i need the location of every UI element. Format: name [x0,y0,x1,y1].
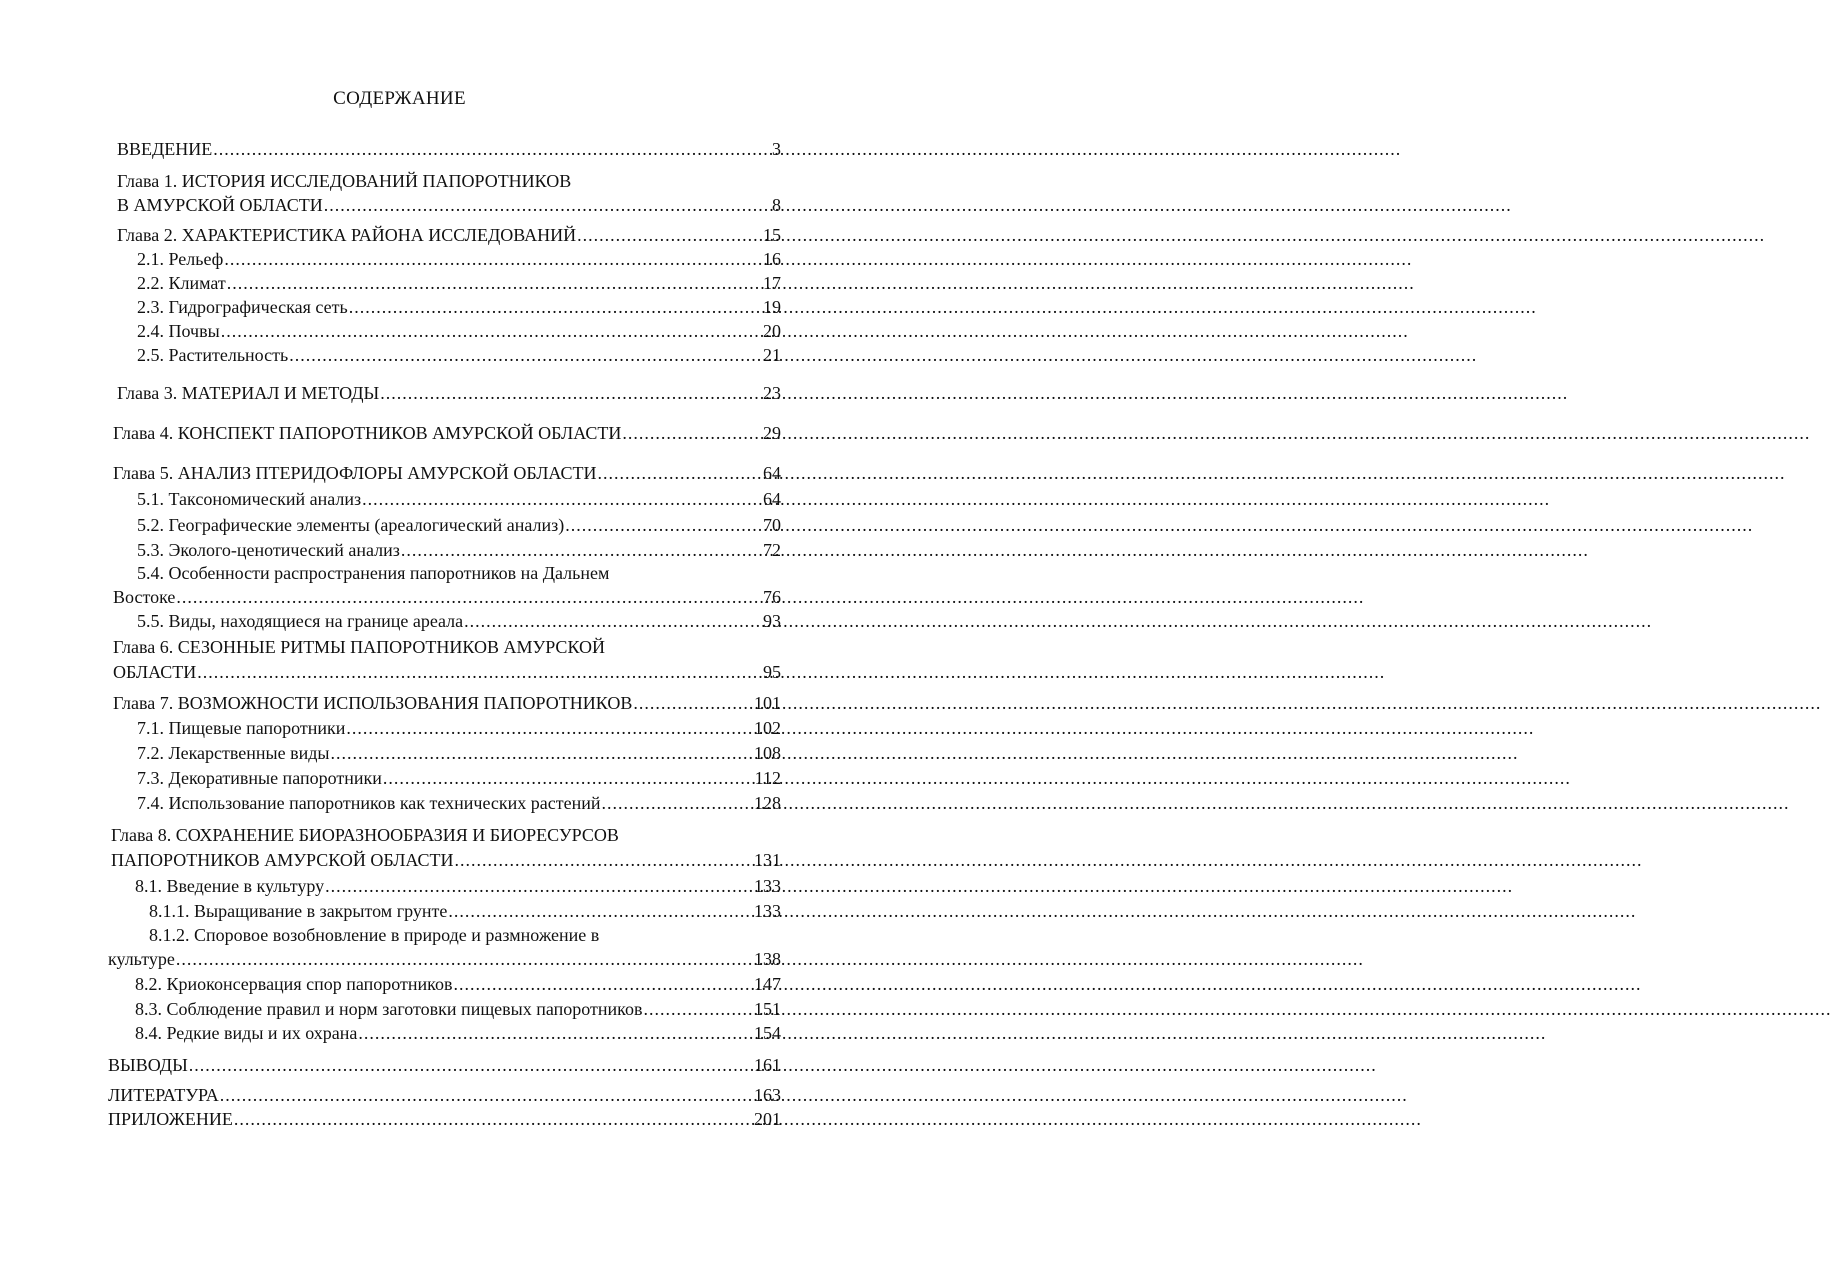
toc-entry-page: 70 [763,515,781,535]
toc-entry-chapter-7 [113,692,781,714]
toc-entry-section-2-3 [137,296,781,318]
dot-leader [189,1054,729,1076]
toc-entry-section-2-5 [137,344,781,366]
toc-entry-text: ВЫВОДЫ [108,1055,188,1075]
toc-entry-page: 20 [763,321,781,341]
toc-entry-page: 163 [754,1085,781,1105]
toc-entry-chapter-1 [117,194,781,216]
toc-entry-chapter-4 [113,422,781,444]
toc-entry-page: 15 [763,225,781,245]
toc-entry-text: 5.5. Виды, находящиеся на границе ареала [137,611,464,631]
toc-entry-text: Глава 7. ВОЗМОЖНОСТИ ИСПОЛЬЗОВАНИЯ ПАПОРОТНИКОВ [113,693,633,713]
dot-leader [234,1108,729,1130]
toc-entry-page: 3 [772,139,781,159]
toc-entry-page: 128 [754,793,781,813]
toc-entry-section-8-4 [135,1022,781,1044]
toc-entry-text: ПРИЛОЖЕНИЕ [108,1109,233,1129]
dot-leader [644,998,729,1020]
dot-leader [331,742,729,764]
toc-entry-text: 8.1.1. Выращивание в закрытом грунте [149,901,448,921]
toc-entry-page: 19 [763,297,781,317]
dot-leader [598,462,729,484]
toc-entry-text: ПАПОРОТНИКОВ АМУРСКОЙ ОБЛАСТИ [111,850,454,870]
dot-leader [213,138,729,160]
dot-leader [324,194,729,216]
dot-leader [401,539,729,561]
dot-leader [455,849,729,871]
toc-entry-chapter-5 [113,462,781,484]
toc-entry-page: 76 [763,587,781,607]
dot-leader [346,717,729,739]
toc-entry-page: 23 [763,383,781,403]
toc-entry-chapter-6 [113,661,781,683]
toc-entry-page: 108 [754,743,781,763]
toc-entry-section-8-1-1 [149,900,781,922]
toc-entry-text: культуре [108,949,175,969]
toc-entry-text: 5.3. Эколого-ценотический анализ [137,540,400,560]
dot-leader [358,1022,729,1044]
toc-entry-introduction [117,138,781,160]
toc-entry-text: 8.2. Криоконсервация спор папоротников [135,974,453,994]
toc-entry-page: 161 [754,1055,781,1075]
toc-entry-page: 64 [763,463,781,483]
toc-entry-line1: Глава 1. ИСТОРИЯ ИССЛЕДОВАНИЙ ПАПОРОТНИКОВ [117,171,572,191]
toc-entry-section-7-4 [137,792,781,814]
dot-leader [224,248,729,270]
toc-entry-page: 16 [763,249,781,269]
toc-entry-section-2-4 [137,320,781,342]
toc-entry-text: 2.1. Рельеф [137,249,224,269]
toc-entry-text: Востоке [113,587,176,607]
table-of-contents [0,0,799,1284]
toc-entry-page: 102 [754,718,781,738]
dot-leader [325,875,729,897]
toc-entry-page: 201 [754,1109,781,1129]
dot-leader [362,488,729,510]
dot-leader [565,514,729,536]
dot-leader [227,272,729,294]
toc-entry-section-7-2 [137,742,781,764]
toc-entry-text: 8.3. Соблюдение правил и норм заготовки пищевых папоротников [135,999,643,1019]
toc-entry-section-5-1 [137,488,781,510]
toc-entry-text: 2.4. Почвы [137,321,220,341]
toc-entry-text: 7.1. Пищевые папоротники [137,718,346,738]
toc-entry-text: Глава 5. АНАЛИЗ ПТЕРИДОФЛОРЫ АМУРСКОЙ ОБЛАСТИ [113,463,597,483]
toc-entry-page: 72 [763,540,781,560]
toc-entry-text: 2.2. Климат [137,273,226,293]
dot-leader [221,320,729,342]
page-title: СОДЕРЖАНИЕ [333,88,466,109]
dot-leader [602,792,729,814]
dot-leader [349,296,729,318]
dot-leader [289,344,729,366]
toc-entry-section-5-3 [137,539,781,561]
toc-entry-text: 8.4. Редкие виды и их охрана [135,1023,358,1043]
toc-entry-chapter-3 [117,382,781,404]
dot-leader [220,1084,729,1106]
toc-entry-page: 21 [763,345,781,365]
toc-entry-text: 5.2. Географические элементы (ареалогический анализ) [137,515,565,535]
toc-entry-line1: Глава 6. СЕЗОННЫЕ РИТМЫ ПАПОРОТНИКОВ АМУРСКОЙ [113,637,605,657]
toc-entry-section-2-2 [137,272,781,294]
toc-entry-text: ОБЛАСТИ [113,662,197,682]
toc-entry-text: 7.3. Декоративные папоротники [137,768,382,788]
dot-leader [622,422,729,444]
toc-entry-text: Глава 3. МАТЕРИАЛ И МЕТОДЫ [117,383,380,403]
toc-entry-section-8-1 [135,875,781,897]
toc-entry-section-8-2 [135,973,781,995]
toc-entry-text: 8.1. Введение в культуру [135,876,325,896]
toc-entry-line1: Глава 8. СОХРАНЕНИЕ БИОРАЗНООБРАЗИЯ И БИОРЕСУРСОВ [111,825,619,845]
toc-entry-text: Глава 4. КОНСПЕКТ ПАПОРОТНИКОВ АМУРСКОЙ ОБЛАСТИ [113,423,622,443]
toc-entry-text: 7.4. Использование папоротников как технических растений [137,793,601,813]
toc-entry-page: 8 [772,195,781,215]
toc-entry-section-7-3 [137,767,781,789]
toc-entry-section-8-3 [135,998,781,1020]
toc-entry-page: 133 [754,901,781,921]
dot-leader [453,973,729,995]
toc-entry-section-8-1-2 [108,948,781,970]
toc-entry-page: 29 [763,423,781,443]
toc-entry-page: 133 [754,876,781,896]
dot-leader [176,948,729,970]
toc-entry-page: 154 [754,1023,781,1043]
toc-entry-line1: 8.1.2. Споровое возобновление в природе и размножение в [149,925,600,945]
toc-entry-text: 2.3. Гидрографическая сеть [137,297,348,317]
dot-leader [633,692,729,714]
toc-entry-references [108,1084,781,1106]
dot-leader [383,767,729,789]
toc-entry-page: 95 [763,662,781,682]
toc-entry-page: 112 [754,768,781,788]
toc-entry-section-5-5 [137,610,781,632]
toc-entry-page: 131 [754,850,781,870]
toc-entry-page: 101 [754,693,781,713]
toc-entry-page: 151 [754,999,781,1019]
dot-leader [197,661,729,683]
toc-entry-appendix [108,1108,781,1130]
toc-entry-line1: 5.4. Особенности распространения папоротников на Дальнем [137,563,610,583]
dot-leader [464,610,729,632]
toc-entry-text: ЛИТЕРАТУРА [108,1085,219,1105]
toc-entry-text: В АМУРСКОЙ ОБЛАСТИ [117,195,323,215]
toc-entry-text: Глава 2. ХАРАКТЕРИСТИКА РАЙОНА ИССЛЕДОВАНИЙ [117,225,577,245]
dot-leader [448,900,729,922]
toc-entry-section-5-4 [113,586,781,608]
toc-entry-chapter-2 [117,224,781,246]
toc-entry-text: 7.2. Лекарственные виды [137,743,330,763]
toc-entry-conclusions [108,1054,781,1076]
dot-leader [176,586,729,608]
toc-entry-chapter-8 [111,849,781,871]
toc-entry-text: 2.5. Растительность [137,345,289,365]
toc-entry-text: 5.1. Таксономический анализ [137,489,362,509]
toc-entry-page: 138 [754,949,781,969]
toc-entry-section-2-1 [137,248,781,270]
toc-entry-page: 93 [763,611,781,631]
toc-entry-page: 17 [763,273,781,293]
toc-entry-page: 64 [763,489,781,509]
toc-entry-page: 147 [754,974,781,994]
toc-entry-section-5-2 [137,514,781,536]
dot-leader [380,382,729,404]
dot-leader [577,224,729,246]
toc-entry-section-7-1 [137,717,781,739]
toc-entry-text: ВВЕДЕНИЕ [117,139,213,159]
